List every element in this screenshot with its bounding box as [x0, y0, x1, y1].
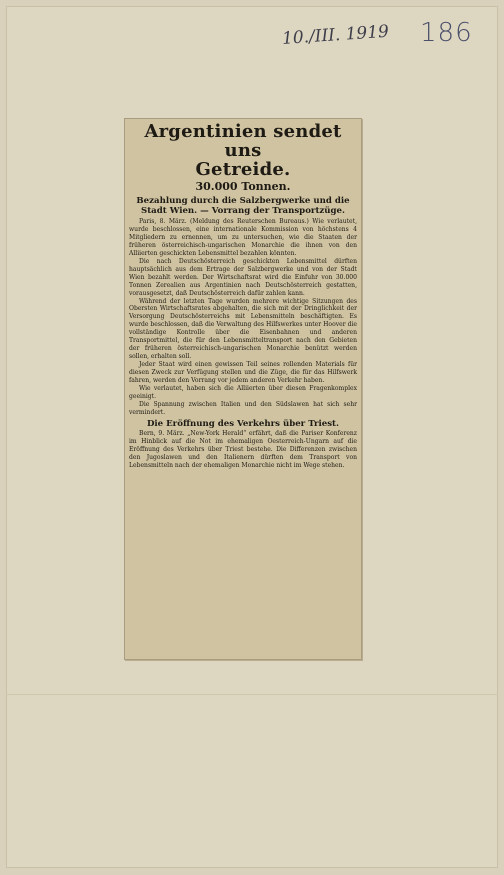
paragraph-5: Wie verlautet, haben sich die Alliierten über diesen Fragenkomplex geeinigt. — [129, 385, 357, 400]
section-paragraph-1: Bern, 9. März. „New-York Herald“ erfährt, daß die Pariser Konferenz im Hinblick auf die Not im ehemaligen Oesterreich-Ungarn auf die Eröffnung des Verkehrs über Triest bestehe. Die Differenzen zwischen den Jugoslawen und den Italienern dürften dem Transport von Lebensmitteln nach der ehemaligen Monarchie nicht im Wege stehen. — [129, 429, 357, 469]
handwritten-date: 10./III. 1919 — [281, 21, 390, 50]
headline-line-1: Argentinien sendet uns — [144, 121, 342, 161]
paragraph-2: Die nach Deutschösterreich geschickten Lebensmittel dürften hauptsächlich aus dem Ertrage der Salzbergwerke und von der Stadt Wien bezahlt werden. Der Wirtschaftsrat wird die Einfuhr von 30.000 Tonnen Zerealien aus Argentinien nach Deutschösterreich gestatten, vorausgesetzt, daß Deutschösterreich dafür zahlen kann. — [129, 257, 357, 297]
paragraph-6: Die Spannung zwischen Italien und den Südslawen hat sich sehr vermindert. — [129, 400, 357, 416]
handwritten-page-number: 186 — [420, 18, 473, 48]
newspaper-clipping — [124, 118, 362, 660]
headline-line-2: Getreide. — [195, 159, 291, 180]
lead-line-2: Stadt Wien. — Vorrang der Transportzüge. — [140, 206, 346, 216]
lead-line-1: Bezahlung durch die Salzbergwerke und die — [136, 196, 350, 206]
section-heading: Die Eröffnung des Verkehrs über Triest. — [146, 418, 340, 429]
subheadline: 30.000 Tonnen. — [195, 180, 291, 193]
lead-heading — [129, 196, 357, 216]
page-fold-line — [6, 694, 498, 695]
paragraph-1: Paris, 8. März. (Meldung des Reuterschen Bureaus.) Wie verlautet, wurde beschlossen, eine internationale Kommission von höchstens 4 Mitgliedern zu ernennen, um zu untersuchen, wie die Staaten der früheren österreichisch-ungarischen Monarchie die ihnen von den Alliierten geschickten Lebensmittel bezahlen könnten. — [129, 218, 357, 257]
headline — [129, 122, 357, 179]
paragraph-4: Jeder Staat wird einen gewissen Teil seines rollenden Materials für diesen Zweck zur Verfügung stellen und die Züge, die für das Hilfswerk fahren, werden den Vorrang vor jedem anderen Verkehr haben. — [129, 361, 357, 385]
section-body — [129, 430, 357, 470]
article-body — [129, 218, 357, 417]
paragraph-3: Während der letzten Tage wurden mehrere wichtige Sitzungen des Obersten Wirtschaftsrates abgehalten, die sich mit der Dringlichkeit der Versorgung Deutschösterreichs mit Lebensmitteln beschäftigten. Es wurde beschlossen, daß die Verwaltung des Hilfswerkes unter Hoover die vollständige Kontrolle über die Eisenbahnen und anderen Transportmittel, die für den Lebensmitteltransport nach den Gebieten der früheren österreichisch-ungarischen Monarchie benützt werden sollen, erhalten soll. — [129, 297, 357, 361]
